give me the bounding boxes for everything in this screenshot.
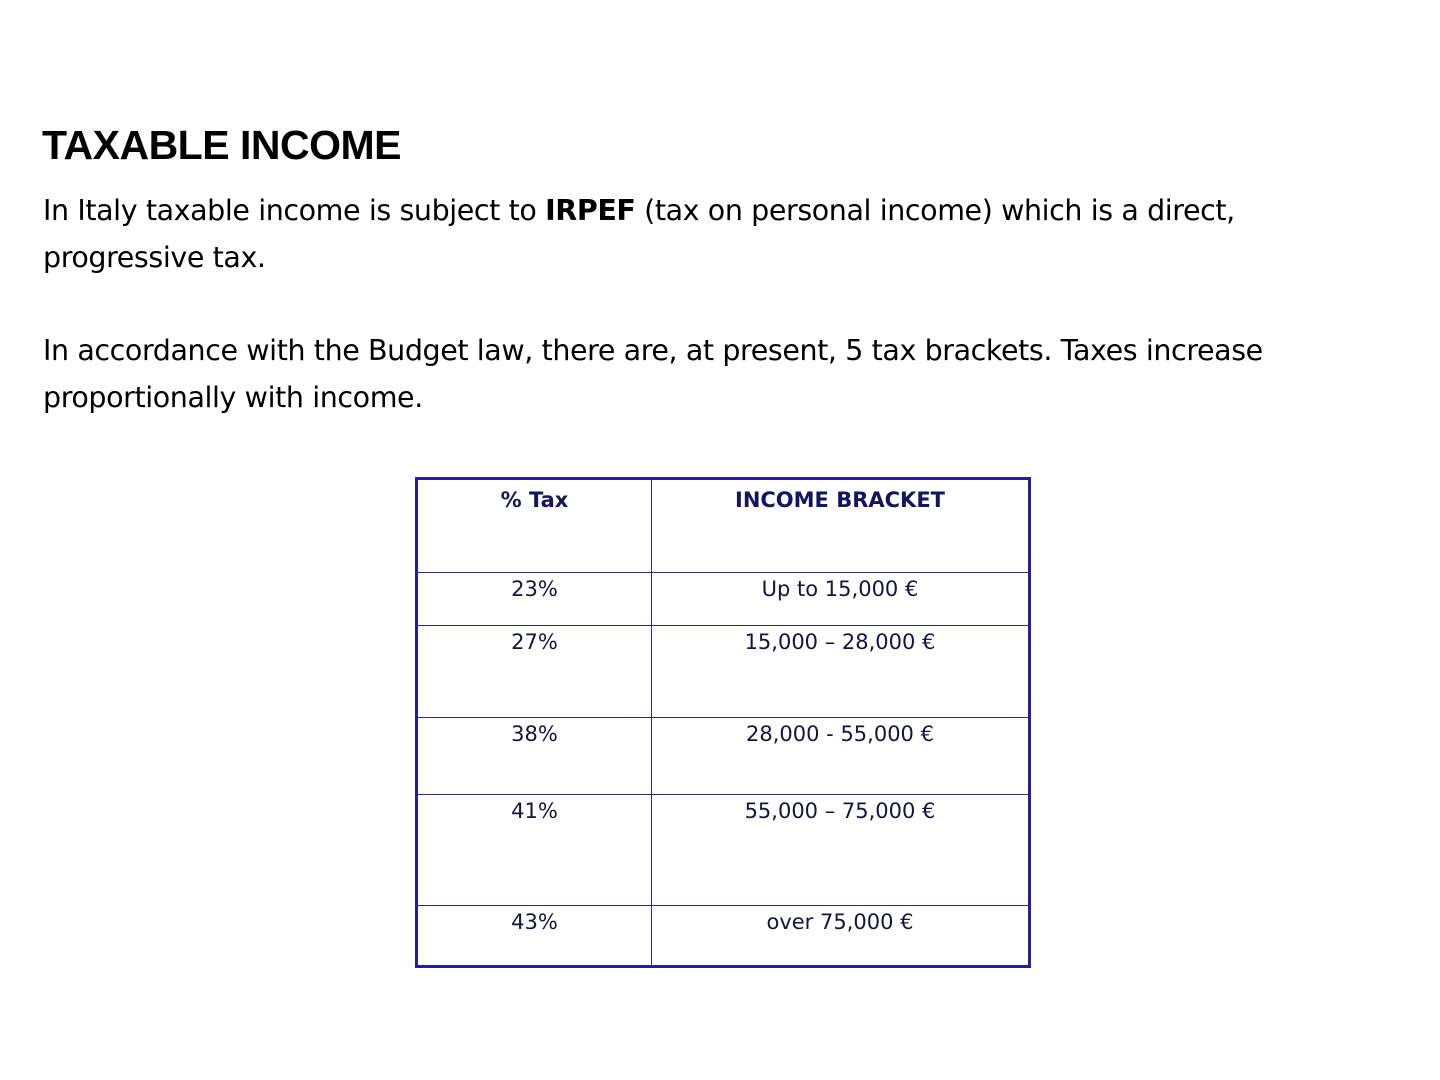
table-row <box>417 905 1030 966</box>
brackets-paragraph: In accordance with the Budget law, there are, at present, 5 tax brackets. Taxes increase proportionally with income. <box>43 334 1263 414</box>
table-row <box>417 573 1030 626</box>
intro-text-start: In Italy taxable income is subject to <box>43 194 546 227</box>
bracket-cell: 15,000 – 28,000 € <box>652 626 1030 718</box>
tax-rate-cell: 27% <box>417 626 652 718</box>
bracket-cell: over 75,000 € <box>652 905 1030 966</box>
header-tax: % Tax <box>417 479 652 573</box>
intro-text-end: (tax on personal income) which is a direct, progressive tax. <box>43 194 1235 274</box>
table-row <box>417 718 1030 794</box>
tax-rate-cell: 41% <box>417 794 652 905</box>
bracket-cell: 55,000 – 75,000 € <box>652 794 1030 905</box>
tax-rate-cell: 43% <box>417 905 652 966</box>
irpef-term: IRPEF <box>545 194 636 227</box>
tax-brackets-table <box>415 477 1031 968</box>
table-header-row <box>417 479 1030 573</box>
tax-rate-cell: 38% <box>417 718 652 794</box>
table-row <box>417 794 1030 905</box>
bracket-cell: Up to 15,000 € <box>652 573 1030 626</box>
bracket-cell: 28,000 - 55,000 € <box>652 718 1030 794</box>
intro-paragraph <box>43 187 1373 281</box>
page-title: TAXABLE INCOME <box>42 122 401 168</box>
table-row <box>417 626 1030 718</box>
tax-rate-cell: 23% <box>417 573 652 626</box>
header-income-bracket: INCOME BRACKET <box>652 479 1030 573</box>
